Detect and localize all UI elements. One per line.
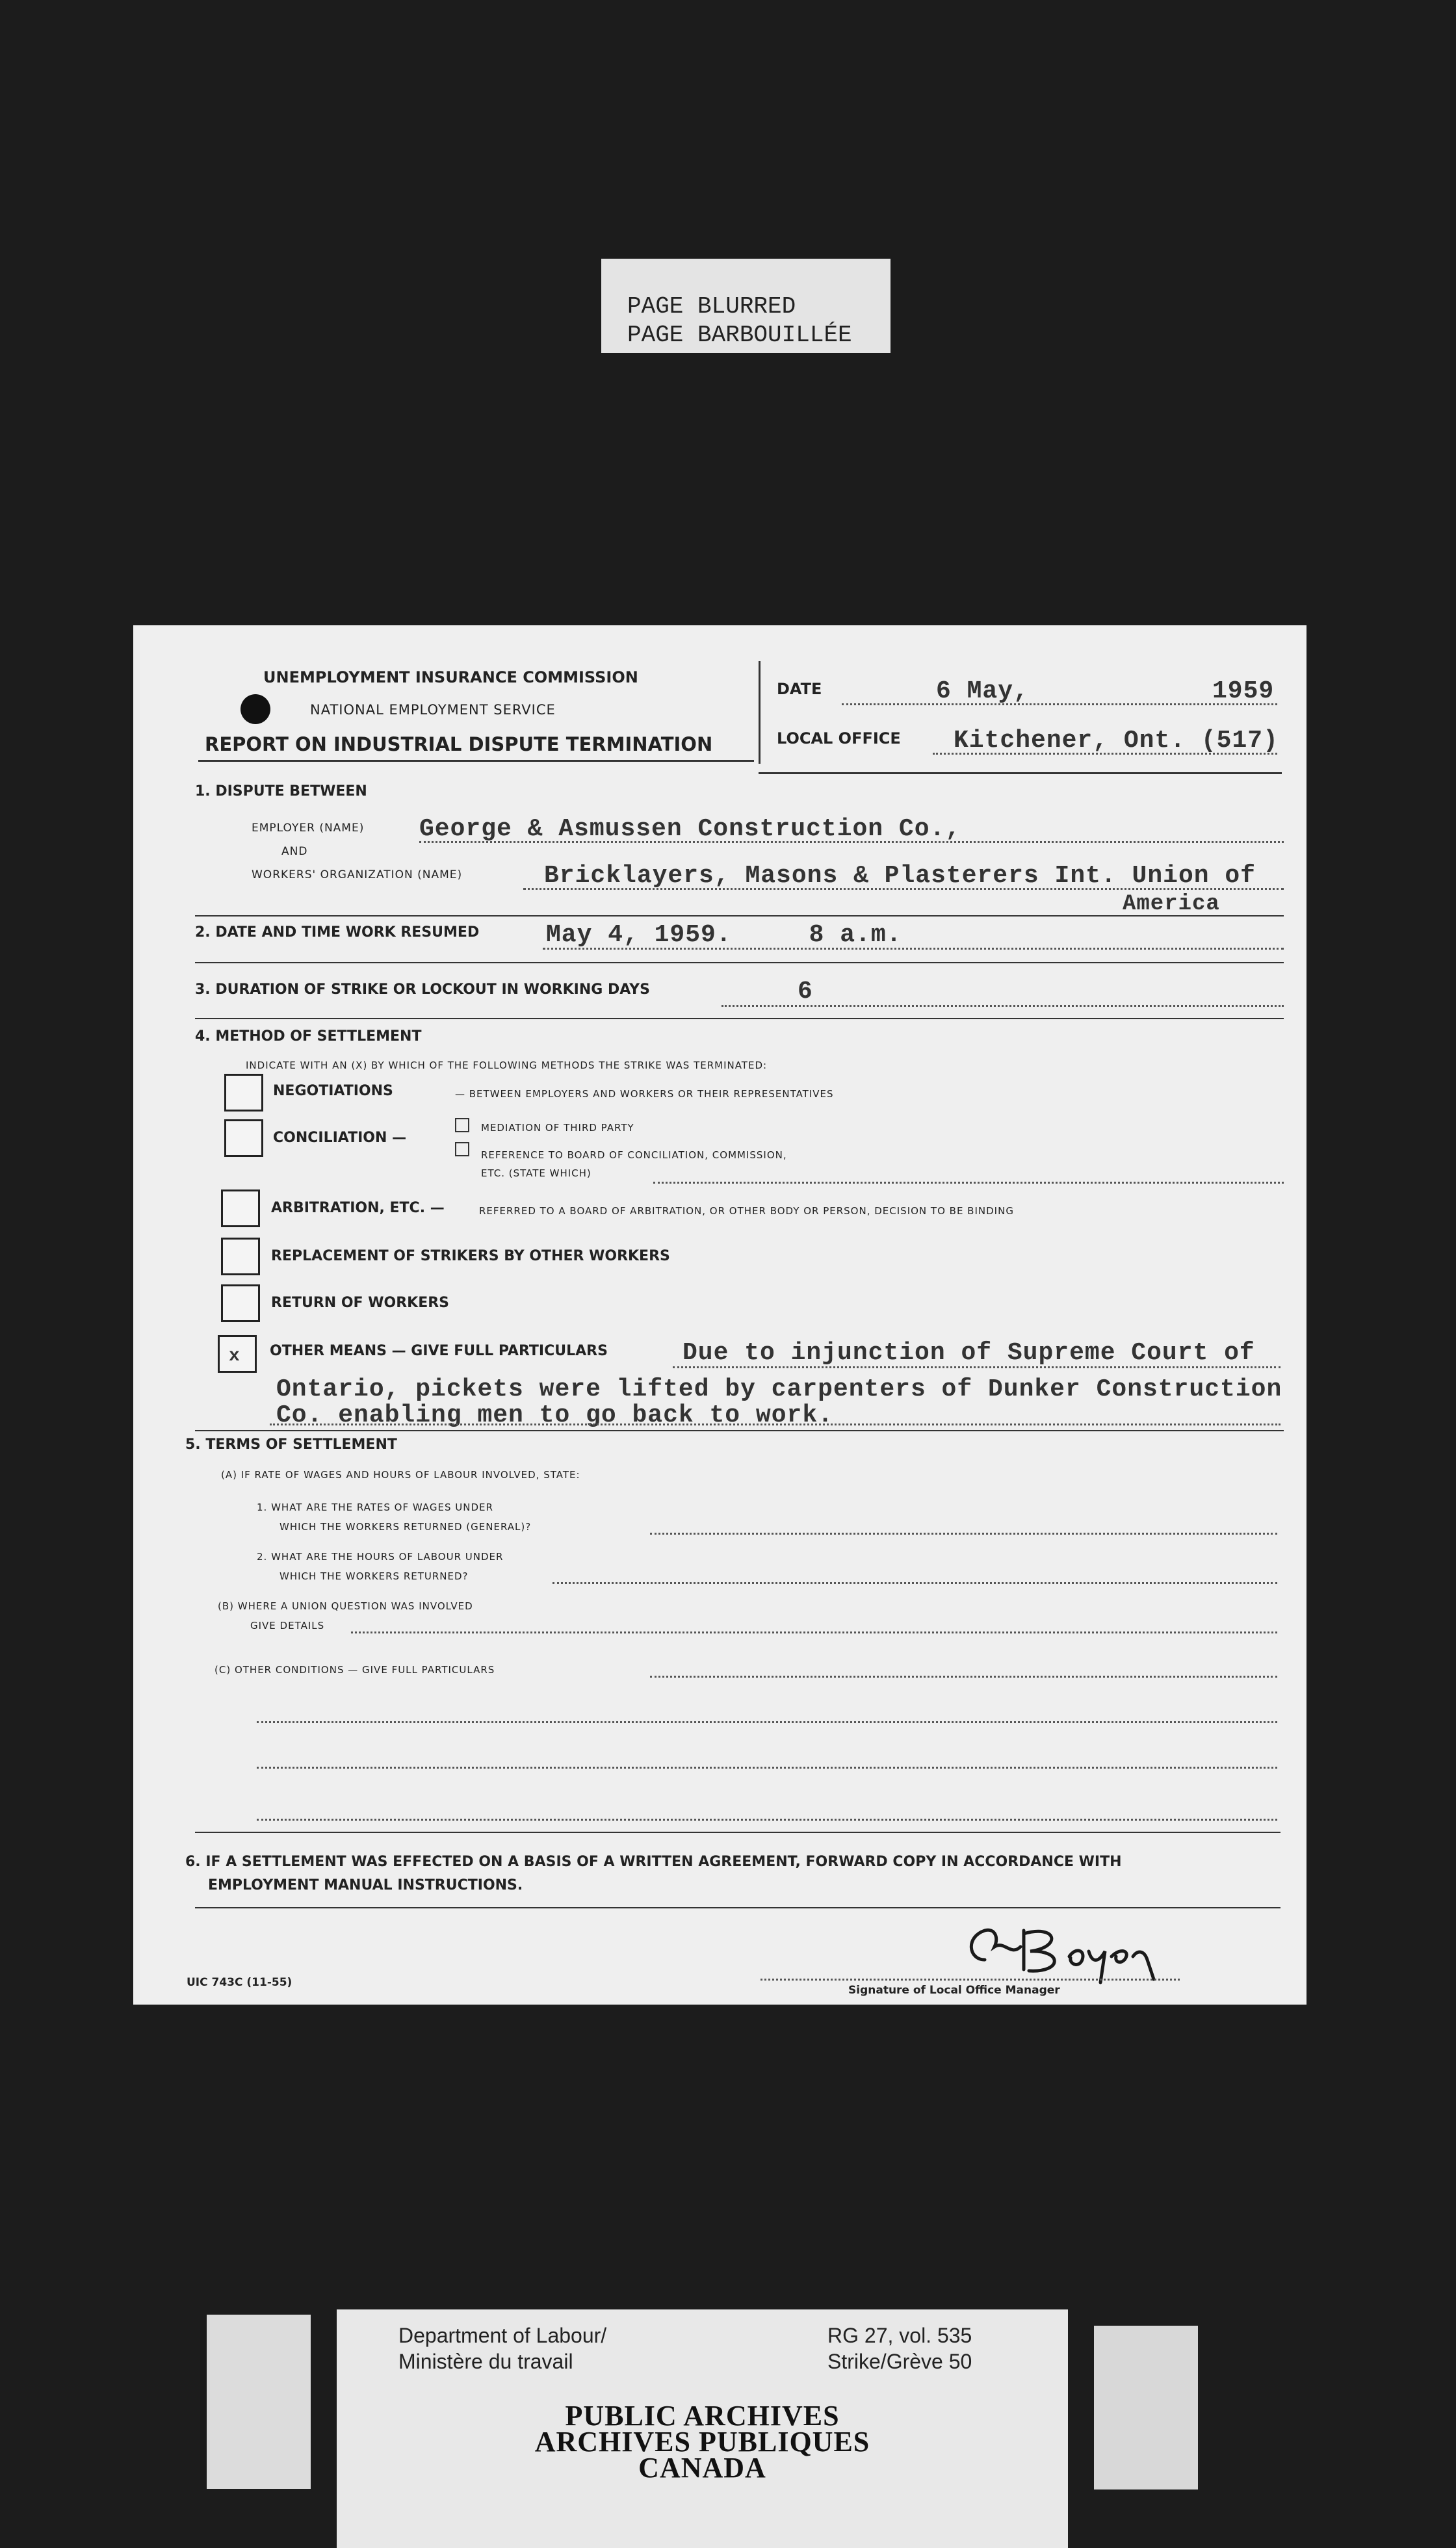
date-value: 6 May,: [936, 677, 1029, 705]
section-2-rule: [195, 962, 1284, 963]
terms-a1-label-2: WHICH THE WORKERS RETURNED (GENERAL)?: [280, 1521, 532, 1533]
union-details-line: [351, 1632, 1277, 1633]
return-workers-checkbox[interactable]: [221, 1284, 260, 1322]
section-1-heading: 1. DISPUTE BETWEEN: [195, 783, 367, 800]
section-1-rule: [195, 915, 1284, 916]
header-divider: [759, 661, 760, 764]
arbitration-desc: REFERRED TO A BOARD OF ARBITRATION, OR OTHER BODY OR PERSON, DECISION TO BE BINDING: [479, 1205, 1014, 1217]
other-conditions-line-3: [257, 1767, 1277, 1769]
employer-value: George & Asmussen Construction Co.,: [419, 815, 961, 843]
replacement-checkbox[interactable]: [221, 1238, 260, 1275]
terms-b-label: (B) WHERE A UNION QUESTION WAS INVOLVED: [218, 1600, 473, 1612]
reference-board-label-2: ETC. (STATE WHICH): [481, 1167, 592, 1179]
duration-value: 6: [798, 978, 813, 1006]
terms-a2-label: 2. WHAT ARE THE HOURS OF LABOUR UNDER: [257, 1551, 504, 1563]
other-means-label: OTHER MEANS — GIVE FULL PARTICULARS: [270, 1343, 608, 1359]
replacement-label: REPLACEMENT OF STRIKERS BY OTHER WORKERS: [271, 1248, 670, 1264]
page-blurred-slip: [601, 259, 890, 353]
work-resumed-value: May 4, 1959. 8 a.m.: [546, 921, 902, 949]
return-workers-label: RETURN OF WORKERS: [271, 1295, 450, 1311]
other-conditions-line-4: [257, 1819, 1277, 1821]
canada-title: CANADA: [638, 2452, 766, 2484]
punch-hole-dot: [240, 694, 270, 724]
archive-right-tab: [1094, 2326, 1198, 2490]
form-title: REPORT ON INDUSTRIAL DISPUTE TERMINATION: [205, 733, 713, 755]
header-bottom-rule: [759, 772, 1282, 774]
arbitration-label: ARBITRATION, ETC. —: [271, 1200, 445, 1216]
service-name: NATIONAL EMPLOYMENT SERVICE: [310, 702, 556, 718]
dispute-termination-form: [133, 625, 1306, 2005]
local-office-value: Kitchener, Ont. (517): [954, 727, 1279, 755]
blur-slip-line-2: PAGE BARBOUILLÉE: [627, 322, 852, 348]
date-label: DATE: [777, 680, 822, 698]
workers-org-value-2: America: [1123, 892, 1220, 916]
mediation-checkbox[interactable]: [455, 1118, 469, 1132]
department-fr: Ministère du travail: [398, 2350, 573, 2373]
terms-c-label: (C) OTHER CONDITIONS — GIVE FULL PARTICULARS: [214, 1664, 495, 1676]
negotiations-desc: — BETWEEN EMPLOYERS AND WORKERS OR THEIR REPRESENTATIVES: [455, 1088, 834, 1100]
department-en: Department of Labour/: [398, 2324, 607, 2347]
public-archives-label: [337, 2309, 1068, 2548]
public-archives-title: PUBLIC ARCHIVES: [565, 2400, 840, 2432]
section-4-heading: 4. METHOD OF SETTLEMENT: [195, 1028, 422, 1045]
archive-reference: RG 27, vol. 535: [827, 2324, 972, 2347]
section-3-rule: [195, 1018, 1284, 1019]
conciliation-label: CONCILIATION —: [273, 1130, 407, 1146]
other-means-line-3: [270, 1424, 1280, 1425]
section-5-rule: [195, 1832, 1280, 1833]
signature-label: Signature of Local Office Manager: [848, 1984, 1060, 1997]
year-value: 1959: [1212, 677, 1275, 705]
reference-board-checkbox[interactable]: [455, 1142, 469, 1156]
section-5-heading: 5. TERMS OF SETTLEMENT: [185, 1436, 397, 1453]
manager-signature-icon: [959, 1911, 1173, 1989]
other-conditions-line-2: [257, 1721, 1277, 1723]
mediation-label: MEDIATION OF THIRD PARTY: [481, 1122, 634, 1134]
other-conditions-line-1: [650, 1676, 1277, 1678]
other-means-checkbox[interactable]: [218, 1335, 257, 1373]
commission-name: UNEMPLOYMENT INSURANCE COMMISSION: [263, 668, 638, 686]
wages-line: [650, 1533, 1277, 1535]
strike-number: Strike/Grève 50: [827, 2350, 972, 2373]
section-2-heading: 2. DATE AND TIME WORK RESUMED: [195, 924, 480, 941]
local-office-label: LOCAL OFFICE: [777, 729, 901, 748]
other-means-value-3: Co. enabling men to go back to work.: [276, 1401, 833, 1429]
terms-a1-label: 1. WHAT ARE THE RATES OF WAGES UNDER: [257, 1502, 493, 1513]
title-rule: [198, 760, 754, 762]
section-6-rule: [195, 1907, 1280, 1908]
arbitration-checkbox[interactable]: [221, 1190, 260, 1227]
other-means-mark: x: [229, 1346, 240, 1366]
section-6-text-1: 6. IF A SETTLEMENT WAS EFFECTED ON A BASIS OF A WRITTEN AGREEMENT, FORWARD COPY IN ACCORDANCE WITH: [185, 1854, 1122, 1870]
other-means-value-1: Due to injunction of Supreme Court of: [682, 1339, 1255, 1367]
workers-org-label: WORKERS' ORGANIZATION (NAME): [252, 868, 463, 881]
section-4-rule: [195, 1430, 1284, 1431]
workers-org-value: Bricklayers, Masons & Plasterers Int. Union of: [544, 862, 1256, 890]
section-3-heading: 3. DURATION OF STRIKE OR LOCKOUT IN WORKING DAYS: [195, 982, 650, 998]
negotiations-checkbox[interactable]: [224, 1074, 263, 1112]
terms-a-label: (A) IF RATE OF WAGES AND HOURS OF LABOUR INVOLVED, STATE:: [221, 1469, 580, 1481]
signature-line: [760, 1979, 1180, 1981]
blur-slip-line-1: PAGE BLURRED: [627, 293, 796, 320]
method-instruction: INDICATE WITH AN (X) BY WHICH OF THE FOLLOWING METHODS THE STRIKE WAS TERMINATED:: [246, 1060, 768, 1071]
reference-board-label: REFERENCE TO BOARD OF CONCILIATION, COMMISSION,: [481, 1149, 787, 1161]
negotiations-label: NEGOTIATIONS: [273, 1083, 393, 1099]
employer-label: EMPLOYER (NAME): [252, 822, 365, 835]
terms-a2-label-2: WHICH THE WORKERS RETURNED?: [280, 1570, 469, 1582]
terms-b-label-2: GIVE DETAILS: [250, 1620, 325, 1632]
hours-line: [552, 1582, 1277, 1584]
and-label: AND: [281, 845, 308, 858]
archive-left-tab: [207, 2315, 311, 2489]
section-6-text-2: EMPLOYMENT MANUAL INSTRUCTIONS.: [208, 1877, 523, 1893]
other-means-value-2: Ontario, pickets were lifted by carpenters of Dunker Construction: [276, 1375, 1282, 1403]
reference-board-line: [653, 1182, 1284, 1184]
form-code: UIC 743C (11-55): [187, 1976, 292, 1989]
archives-publiques-title: ARCHIVES PUBLIQUES: [534, 2426, 870, 2458]
conciliation-checkbox[interactable]: [224, 1119, 263, 1157]
